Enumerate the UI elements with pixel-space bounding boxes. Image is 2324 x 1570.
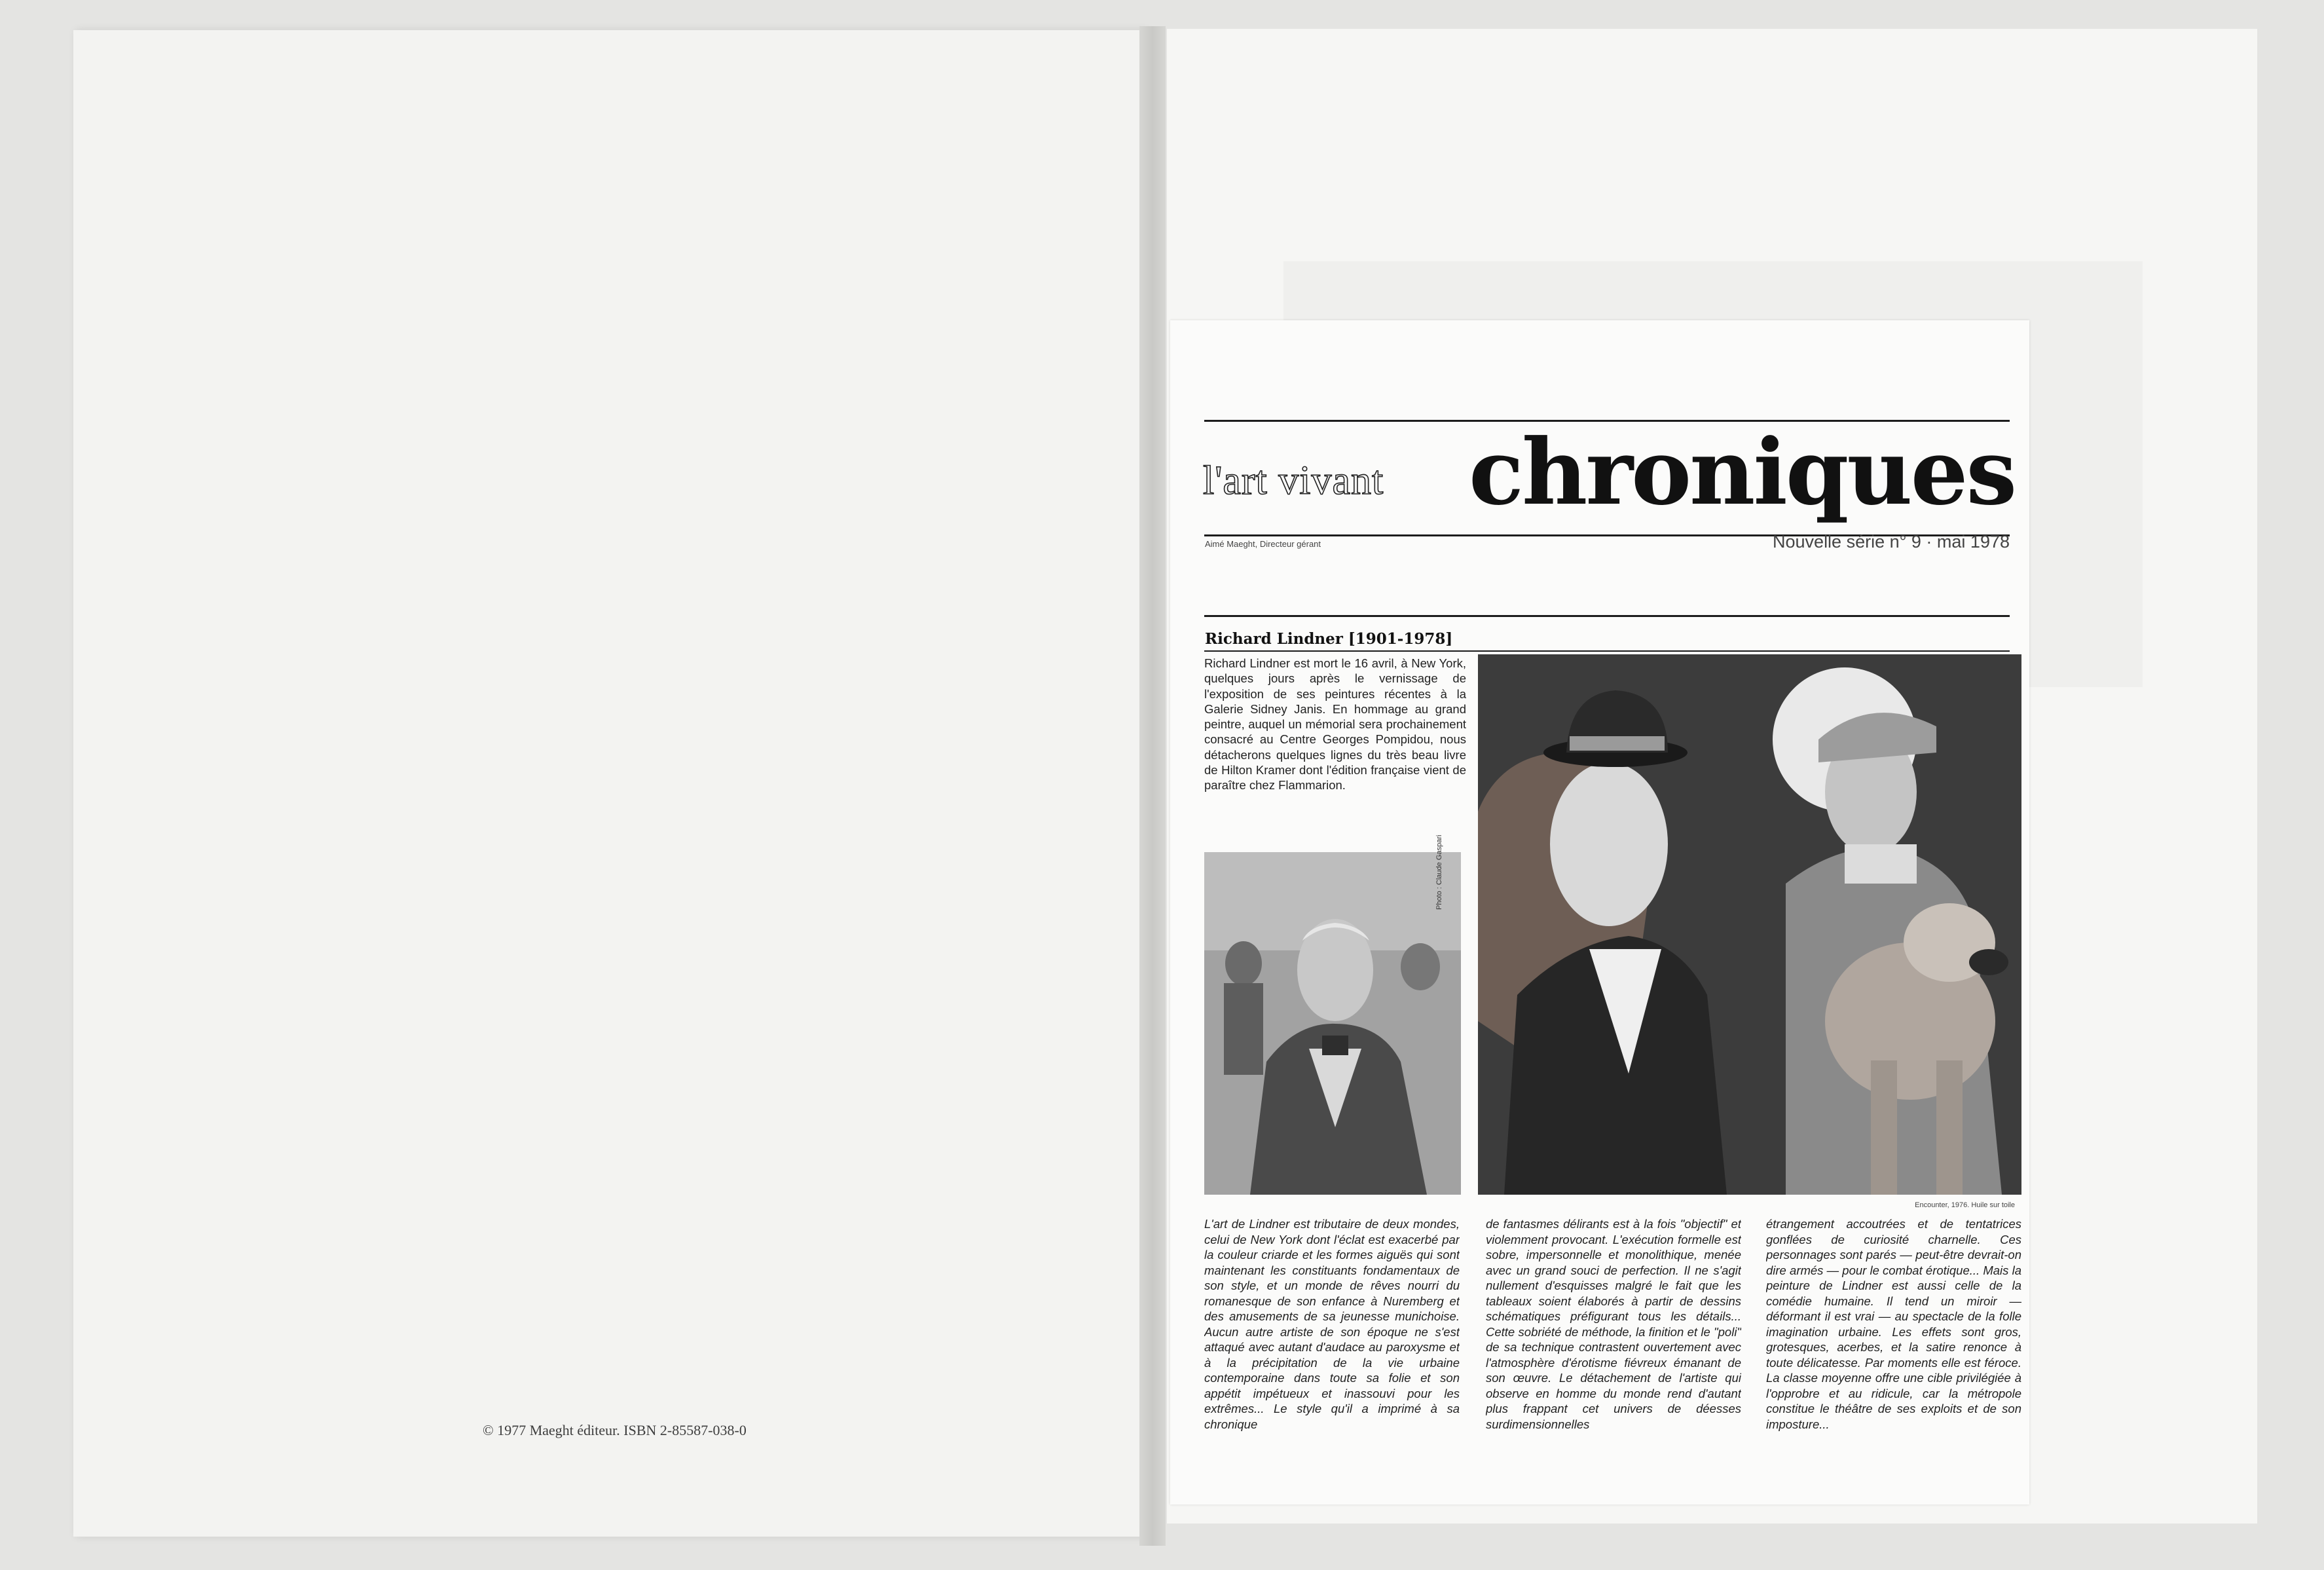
intro-paragraph: Richard Lindner est mort le 16 avril, à New York, quelques jours après le vernissage de l'exposition de ses peintures récentes à la Galerie Sidney Janis. En hommage au grand peintre, auquel un mémorial sera prochainement consacré au Centre Georges Pompidou, nous détacherons quelques lignes du très beau livre de Hilton Kramer dont l'édition française vient de paraître chez Flammarion.	[1204, 656, 1466, 793]
chroniques-insert	[1170, 320, 2029, 1505]
director-credit: Aimé Maeght, Directeur gérant	[1205, 539, 1321, 549]
encounter-painting	[1478, 654, 2021, 1195]
photo-credit: Photo : Claude Gaspari	[1435, 834, 1443, 910]
article-column-2: de fantasmes délirants est à la fois "objectif" et violemment provocant. L'exécution formelle est sobre, impersonnelle et monolithique, menée avec un grand souci de perfection. Il ne s'agit nullement d'esquisses malgré le fait que les tableaux soient élaborés à partir de dessins schématiques préfigurant tous les détails... Cette sobriété de méthode, la finition et le "poli" de sa technique contrastent ouvertement avec l'atmosphère d'érotisme fiévreux émanant de son œuvre. Le détachement de l'artiste qui observe en homme du monde rend d'autant plus frappant cet univers de déesses surdimensionnelles	[1486, 1217, 1741, 1431]
section-rule-top	[1204, 615, 2010, 617]
masthead-art-vivant: l'art vivant	[1203, 458, 1384, 503]
article-column-3: étrangement accoutrées et de tentatrices gonflées de curiosité charnelle. Ces personnages sont parés — peut-être devrait-on dire armés — pour le combat érotique... Mais la peinture de Lindner est aussi celle de la comédie humaine. Il tend un miroir — déformant il est vrai — au spectacle de la folle imagination urbaine. Les effets sont gros, grotesques, acerbes, et la satire renonce à toute délicatesse. Par moments elle est féroce. La classe moyenne offre une cible privilégiée à l'opprobre et au ridicule, car la métropole constitue le théâtre de ses exploits et de son imposture...	[1766, 1217, 2021, 1431]
lindner-portrait-photo	[1204, 852, 1461, 1195]
article-column-1: L'art de Lindner est tributaire de deux mondes, celui de New York dont l'éclat est exacerbé par la couleur criarde et les formes aiguës qui sont maintenant les constituants fondamentaux de son style, et un monde de rêves nourri du romanesque de son enfance à Nuremberg et des amusements de sa jeunesse munichoise. Aucun autre artiste de son époque ne s'est attaqué avec autant d'audace au paroxysme et à la précipitation de la vie urbaine contemporaine dans toute sa folie et son appétit impétueux et inassouvi pour les extrêmes... Le style qu'il a imprimé à sa chronique	[1204, 1217, 1460, 1431]
painting-caption: Encounter, 1976. Huile sur toile	[1915, 1201, 2015, 1209]
copyright-line: © 1977 Maeght éditeur. ISBN 2-85587-038-0	[483, 1422, 747, 1438]
article-title: Richard Lindner [1901-1978]	[1205, 630, 1453, 648]
right-page	[1167, 29, 2257, 1523]
masthead-chroniques: chroniques	[1469, 419, 2016, 525]
left-page	[73, 30, 1146, 1537]
issue-line: Nouvelle série n° 9 · mai 1978	[1773, 532, 2010, 551]
book-gutter	[1139, 26, 1166, 1546]
section-rule-bottom	[1204, 650, 2010, 652]
